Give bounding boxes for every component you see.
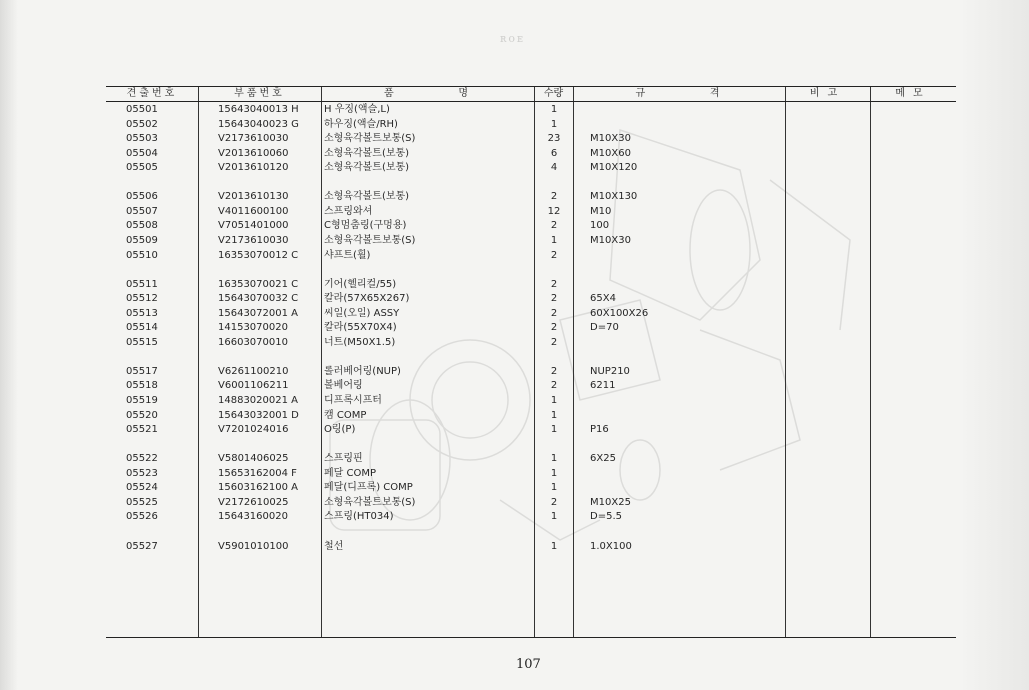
item-number-cell: 05510 <box>126 249 158 261</box>
quantity-cell: 1 <box>550 409 558 421</box>
part-name-cell: H 우징(액슬,L) <box>324 104 390 115</box>
table-row <box>106 452 956 466</box>
item-number-cell: 05522 <box>126 453 158 465</box>
table-row <box>106 118 956 132</box>
specification-cell: M10X30 <box>590 234 631 246</box>
table-bottom-rule <box>106 637 956 638</box>
part-name-cell: O링(P) <box>324 424 356 436</box>
part-number-cell: 15643040013 H <box>218 104 299 115</box>
quantity-cell: 2 <box>550 365 558 377</box>
part-name-cell: 칼라(57X65X267) <box>324 293 410 305</box>
part-number-cell: V7201024016 <box>218 424 289 436</box>
header-item-number: 견출번호 <box>126 88 178 99</box>
part-number-cell: V2013610060 <box>218 147 289 159</box>
table-row <box>106 496 956 510</box>
quantity-cell: 1 <box>550 540 558 552</box>
quantity-cell: 2 <box>550 249 558 261</box>
quantity-cell: 2 <box>550 496 558 508</box>
item-number-cell: 05511 <box>126 278 158 290</box>
table-row <box>106 132 956 146</box>
table-row <box>106 423 956 437</box>
quantity-cell: 2 <box>550 307 558 319</box>
quantity-cell: 2 <box>550 220 558 232</box>
item-number-cell: 05521 <box>126 424 158 436</box>
page-number: 107 <box>516 657 541 672</box>
quantity-cell: 1 <box>550 104 558 115</box>
quantity-cell: 23 <box>547 133 561 145</box>
item-number-cell: 05504 <box>126 147 158 159</box>
table-row <box>106 394 956 408</box>
part-number-cell: 15603162100 A <box>218 482 299 494</box>
specification-cell: 1.0X100 <box>590 540 632 552</box>
part-name-cell: 씨일(오일) ASSY <box>324 307 400 319</box>
specification-cell: 60X100X26 <box>590 307 649 319</box>
part-number-cell: V2172610025 <box>218 496 289 508</box>
table-row <box>106 292 956 306</box>
specification-cell: M10X120 <box>590 162 638 174</box>
specification-cell: 6211 <box>590 380 616 392</box>
part-number-cell: V5901010100 <box>218 540 289 552</box>
specification-cell: NUP210 <box>590 365 630 377</box>
part-number-cell: V2013610130 <box>218 191 289 203</box>
quantity-cell: 1 <box>550 467 558 479</box>
quantity-cell: 2 <box>550 322 558 334</box>
header-rule <box>106 101 956 102</box>
specification-cell: D=5.5 <box>590 511 622 523</box>
table-row <box>106 540 956 554</box>
quantity-cell: 1 <box>550 424 558 436</box>
part-name-cell: 하우징(액슬/RH) <box>324 118 398 130</box>
part-number-cell: 15653162004 F <box>218 467 297 479</box>
table-row <box>106 147 956 161</box>
part-name-cell: 페달 COMP <box>324 467 377 479</box>
part-name-cell: 기어(헬리컬/55) <box>324 278 397 290</box>
part-number-cell: V7051401000 <box>218 220 289 232</box>
item-number-cell: 05512 <box>126 293 158 305</box>
part-name-cell: 너트(M50X1.5) <box>324 336 396 348</box>
part-number-cell: V2173610030 <box>218 133 289 145</box>
quantity-cell: 2 <box>550 336 558 348</box>
part-name-cell: 철선 <box>324 540 344 552</box>
specification-cell: 6X25 <box>590 453 616 465</box>
part-name-cell: 소형육각볼트(보통) <box>324 162 410 174</box>
part-number-cell: 16353070012 C <box>218 249 299 261</box>
specification-cell: M10X60 <box>590 147 631 159</box>
quantity-cell: 1 <box>550 453 558 465</box>
header-part-number: 부품번호 <box>234 88 285 99</box>
part-name-cell: 볼베어링 <box>324 380 363 392</box>
quantity-cell: 1 <box>550 234 558 246</box>
part-number-cell: V2013610120 <box>218 162 289 174</box>
item-number-cell: 05518 <box>126 380 158 392</box>
part-name-cell: 스프링와셔 <box>324 205 373 217</box>
table-row <box>106 336 956 350</box>
part-number-cell: V2173610030 <box>218 234 289 246</box>
item-number-cell: 05525 <box>126 496 158 508</box>
quantity-cell: 1 <box>550 511 558 523</box>
table-row <box>106 321 956 335</box>
item-number-cell: 05526 <box>126 511 158 523</box>
part-name-cell: 캠 COMP <box>324 409 367 421</box>
part-number-cell: 16353070021 C <box>218 278 299 290</box>
table-row <box>106 278 956 292</box>
specification-cell: 65X4 <box>590 293 616 305</box>
part-number-cell: 14883020021 A <box>218 395 299 406</box>
header-remarks: 비고 <box>809 88 846 99</box>
part-number-cell: 16603070010 <box>218 336 288 348</box>
quantity-cell: 12 <box>547 205 561 217</box>
item-number-cell: 05527 <box>126 540 158 552</box>
part-name-cell: 디프록시프터 <box>324 395 382 406</box>
table-row <box>106 161 956 175</box>
part-name-cell: 소형육각볼트(보통) <box>324 191 410 203</box>
bleed-through-text-top: ʀᴏᴇ <box>500 32 526 45</box>
table-row <box>106 481 956 495</box>
item-number-cell: 05507 <box>126 205 158 217</box>
part-number-cell: 15643160020 <box>218 511 288 523</box>
item-number-cell: 05519 <box>126 395 158 406</box>
quantity-cell: 2 <box>550 293 558 305</box>
item-number-cell: 05503 <box>126 133 158 145</box>
header-memo: 메모 <box>895 88 931 99</box>
quantity-cell: 1 <box>550 118 558 130</box>
table-row <box>106 467 956 481</box>
item-number-cell: 05523 <box>126 467 158 479</box>
quantity-cell: 2 <box>550 380 558 392</box>
specification-cell: D=70 <box>590 322 619 334</box>
item-number-cell: 05513 <box>126 307 158 319</box>
table-row <box>106 234 956 248</box>
quantity-cell: 2 <box>550 191 558 203</box>
part-name-cell: 소형육각볼트보통(S) <box>324 496 416 508</box>
quantity-cell: 4 <box>550 162 558 174</box>
item-number-cell: 05515 <box>126 336 158 348</box>
item-number-cell: 05502 <box>126 118 158 130</box>
header-quantity: 수량 <box>543 88 564 99</box>
part-name-cell: 페달(디프록) COMP <box>324 482 413 494</box>
part-name-cell: 소형육각볼트보통(S) <box>324 234 416 246</box>
part-number-cell: V6001106211 <box>218 380 289 392</box>
table-row <box>106 409 956 423</box>
header-part-name: 품 명 <box>383 88 472 99</box>
item-number-cell: 05517 <box>126 365 158 377</box>
part-number-cell: 15643070032 C <box>218 293 299 305</box>
specification-cell: 100 <box>590 220 610 232</box>
specification-cell: P16 <box>590 424 609 436</box>
item-number-cell: 05508 <box>126 220 158 232</box>
item-number-cell: 05524 <box>126 482 158 494</box>
table-row <box>106 249 956 263</box>
item-number-cell: 05506 <box>126 191 158 203</box>
quantity-cell: 1 <box>550 395 558 406</box>
part-name-cell: 샤프트(휠) <box>324 249 371 261</box>
table-row <box>106 379 956 393</box>
table-row <box>106 510 956 524</box>
part-name-cell: C형멈춤링(구멍용) <box>324 220 407 232</box>
part-name-cell: 스프링(HT034) <box>324 511 394 523</box>
quantity-cell: 1 <box>550 482 558 494</box>
table-row <box>106 365 956 379</box>
specification-cell: M10X130 <box>590 191 638 203</box>
table-row <box>106 103 956 117</box>
table-row <box>106 190 956 204</box>
part-number-cell: 15643072001 A <box>218 307 299 319</box>
part-number-cell: V4011600100 <box>218 205 289 217</box>
item-number-cell: 05520 <box>126 409 158 421</box>
item-number-cell: 05514 <box>126 322 158 334</box>
item-number-cell: 05505 <box>126 162 158 174</box>
part-name-cell: 롤러베어링(NUP) <box>324 365 401 377</box>
specification-cell: M10X25 <box>590 496 631 508</box>
part-name-cell: 소형육각볼트보통(S) <box>324 133 416 145</box>
parts-table <box>106 86 956 638</box>
item-number-cell: 05509 <box>126 234 158 246</box>
part-number-cell: 15643040023 G <box>218 118 299 130</box>
part-name-cell: 소형육각볼트(보통) <box>324 147 410 159</box>
part-number-cell: 15643032001 D <box>218 409 299 421</box>
quantity-cell: 6 <box>550 147 558 159</box>
part-number-cell: 14153070020 <box>218 322 288 334</box>
part-number-cell: V6261100210 <box>218 365 289 377</box>
item-number-cell: 05501 <box>126 104 158 115</box>
table-row <box>106 219 956 233</box>
quantity-cell: 2 <box>550 278 558 290</box>
specification-cell: M10X30 <box>590 133 631 145</box>
table-row <box>106 205 956 219</box>
part-name-cell: 스프링핀 <box>324 453 363 465</box>
specification-cell: M10 <box>590 205 612 217</box>
header-specification: 규 격 <box>635 88 723 99</box>
part-number-cell: V5801406025 <box>218 453 289 465</box>
part-name-cell: 칼라(55X70X4) <box>324 322 397 334</box>
table-row <box>106 307 956 321</box>
